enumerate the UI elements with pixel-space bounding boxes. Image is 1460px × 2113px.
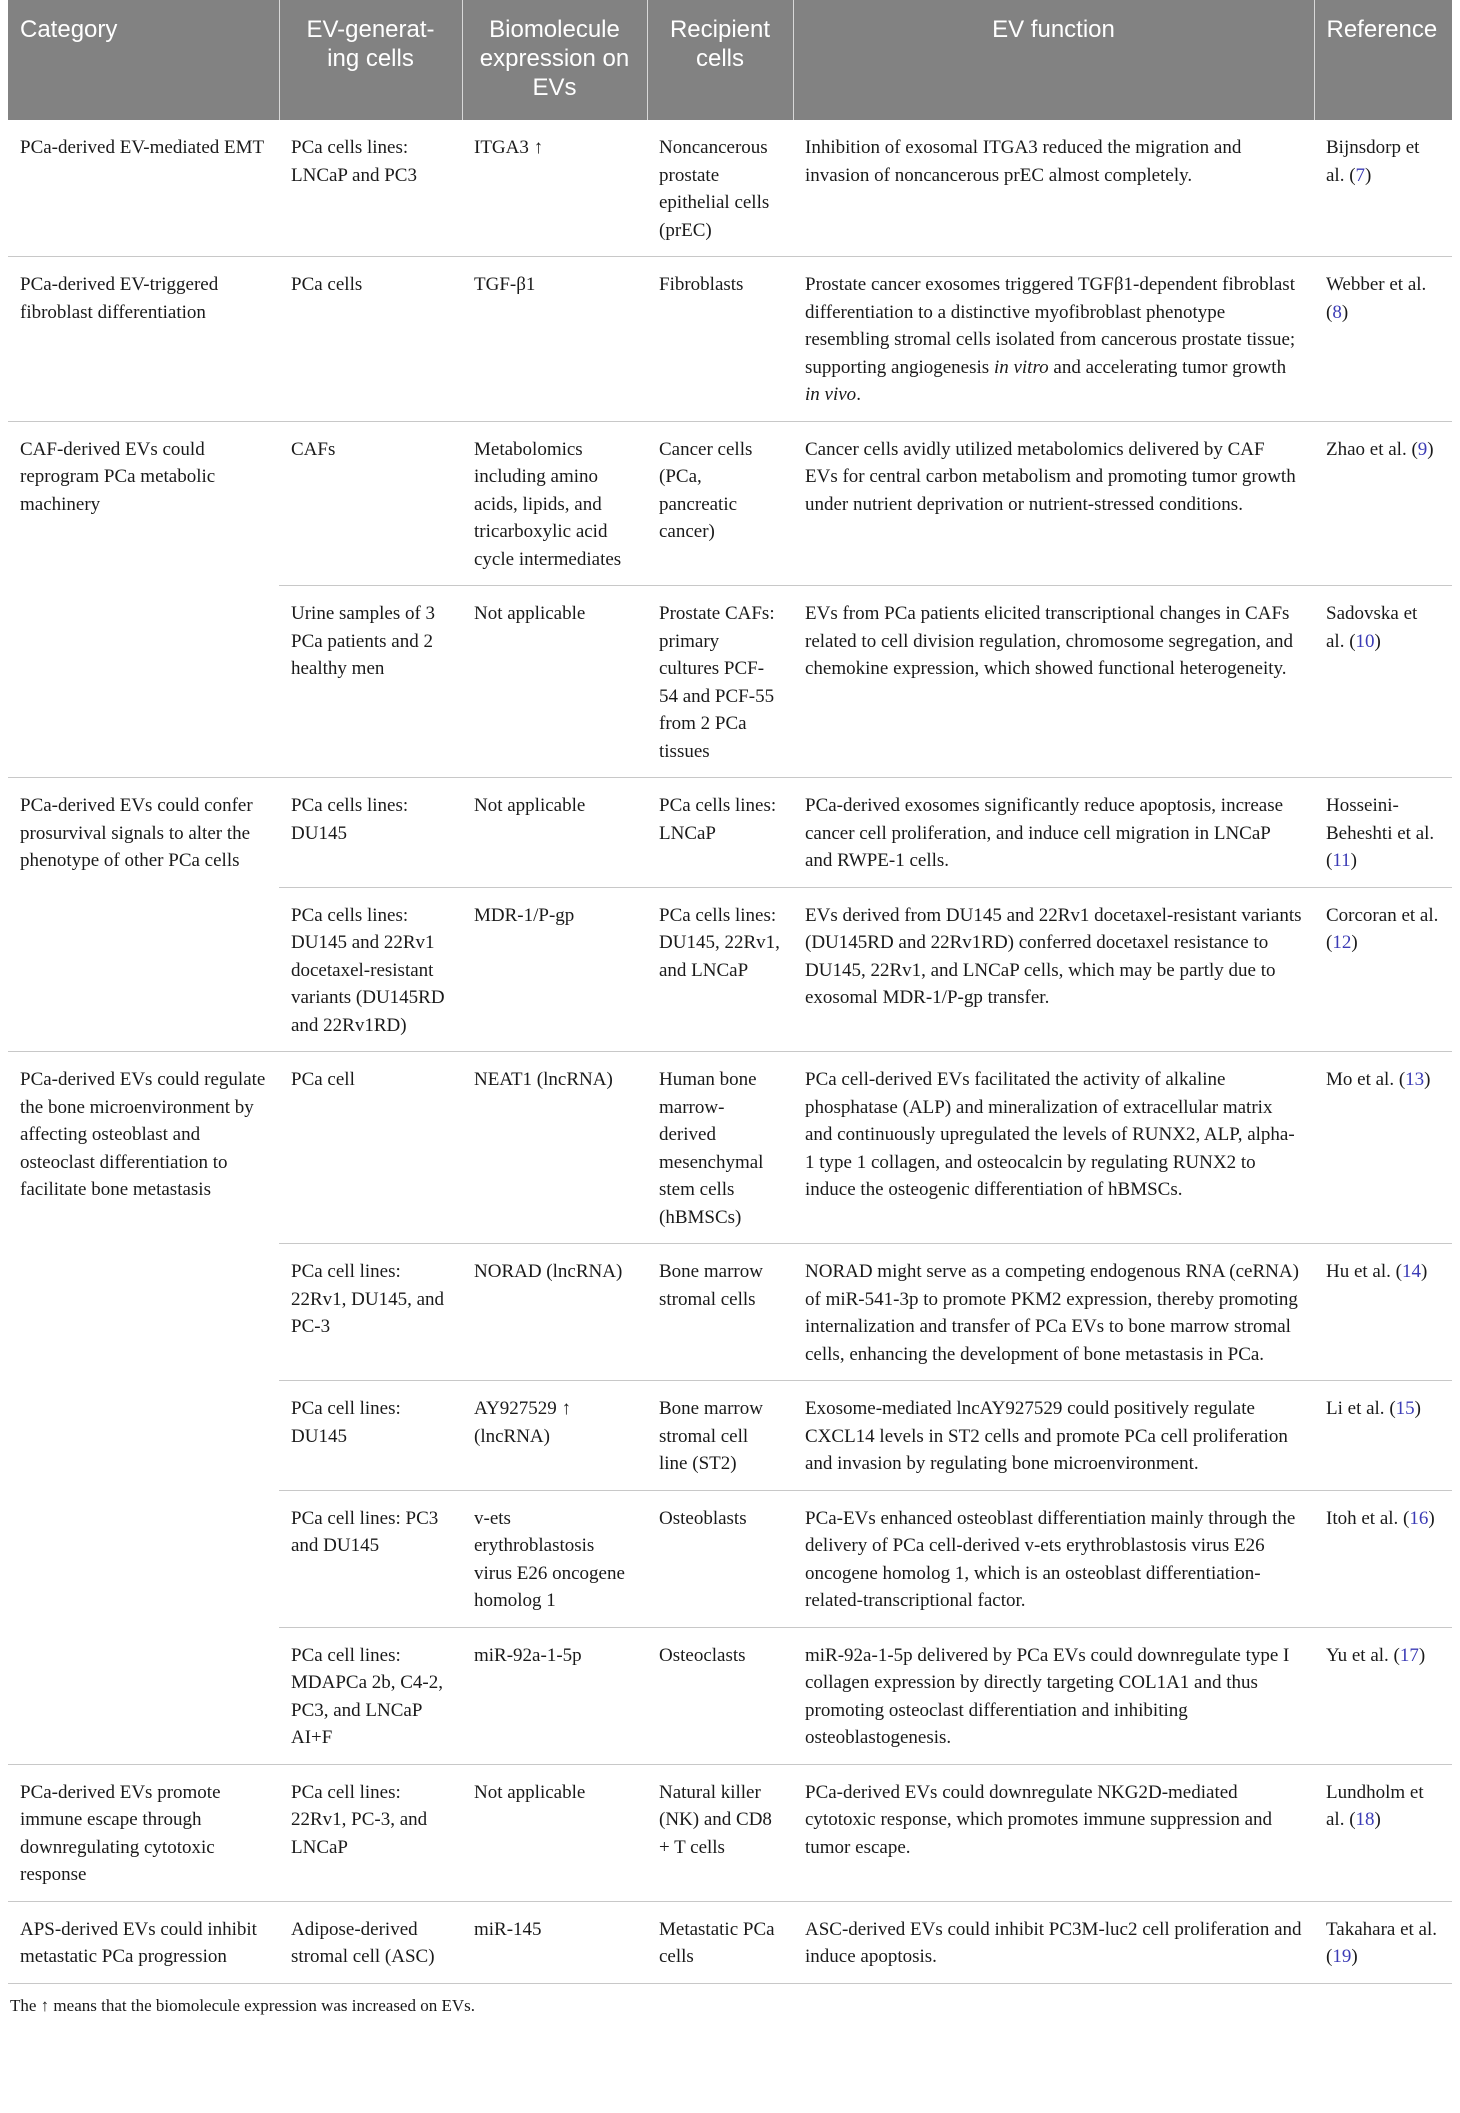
ev-generating-cells-cell: PCa cell [279,1052,462,1244]
reference-link[interactable]: 14 [1401,1261,1421,1282]
ev-function-cell: Exosome-mediated lncAY927529 could positively regulate CXCL14 levels in ST2 cells and promote PCa cell proliferation and invasion by regulating bone microenvironment. [793,1381,1314,1491]
category-cell: APS-derived EVs could inhibit metastatic PCa progression [8,1901,279,1983]
table-row [8,1764,1452,1901]
biomolecule-cell: miR-92a-1-5p [462,1627,647,1764]
ev-generating-cells-cell: PCa cell lines: 22Rv1, PC-3, and LNCaP [279,1764,462,1901]
recipient-cells-cell: Metastatic PCa cells [647,1901,793,1983]
ev-generating-cells-cell: PCa cell lines: DU145 [279,1381,462,1491]
reference-cell: Webber et al. (8) [1314,257,1452,422]
table-row [8,421,1452,586]
reference-link[interactable]: 9 [1417,438,1428,460]
category-cell: PCa-derived EV-mediated EMT [20,137,265,158]
biomolecule-cell: TGF-β1 [462,257,647,422]
reference-cell: Lundholm et al. (18) [1314,1764,1452,1901]
recipient-cells-cell: Natural killer (NK) and CD8 + T cells [647,1764,793,1901]
reference-author: Li et al. [1326,1398,1385,1419]
ev-generating-cells-cell: PCa cells [279,257,462,422]
biomolecule-cell: miR-145 [462,1901,647,1983]
ev-function-cell: Inhibition of exosomal ITGA3 reduced the migration and invasion of noncancerous prEC almost completely. [805,137,1242,186]
ev-generating-cells-cell: PCa cells lines: DU145 [279,778,462,888]
reference-author: Corcoran et al. [1326,904,1439,926]
table-footnote: The ↑ means that the biomolecule expression was increased on EVs. [10,1995,476,2015]
ev-generating-cells-cell: CAFs [279,421,462,586]
recipient-cells-cell: Osteoclasts [647,1627,793,1764]
reference-cell: Takahara et al. (19) [1314,1901,1452,1983]
ev-generating-cells-cell: PCa cell lines: PC3 and DU145 [279,1490,462,1627]
table-row [8,1901,1452,1983]
ev-table [8,0,1452,1984]
biomolecule-cell: NEAT1 (lncRNA) [462,1052,647,1244]
ev-generating-cells-cell: PCa cells lines: DU145 and 22Rv1 docetaxel-resistant variants (DU145RD and 22Rv1RD) [279,887,462,1052]
reference-cell: Bijnsdorp et al. (7) [1326,137,1420,186]
biomolecule-cell: v-ets erythroblastosis virus E26 oncogene homolog 1 [462,1490,647,1627]
reference-cell: Corcoran et al. (12) [1314,887,1452,1052]
italic-term: in vivo [805,384,857,405]
category-cell: PCa-derived EVs could regulate the bone microenvironment by affecting osteoblast and osteoclast differentiation to facilitate bone metastasis [8,1052,279,1765]
biomolecule-cell: Not applicable [462,1764,647,1901]
reference-author: Takahara et al. [1326,1918,1438,1940]
reference-author: Hosseini-Beheshti et al. [1326,795,1435,844]
ev-generating-cells-cell: Adipose-derived stromal cell (ASC) [279,1901,462,1983]
category-cell: CAF-derived EVs could reprogram PCa metabolic machinery [8,421,279,778]
table-row [8,120,1452,257]
recipient-cells-cell: Human bone marrow-derived mesenchymal stem cells (hBMSCs) [647,1052,793,1244]
reference-link[interactable]: 10 [1355,630,1375,652]
reference-link[interactable]: 13 [1405,1069,1425,1090]
reference-author: Lundholm et al. [1326,1781,1424,1830]
reference-author: Zhao et al. [1326,438,1407,460]
reference-link[interactable]: 19 [1332,1946,1352,1967]
reference-author: Webber et al. [1326,274,1427,295]
reference-author: Sadovska et al. [1326,603,1418,652]
biomolecule-cell: AY927529 ↑ (lncRNA) [462,1381,647,1491]
header-ev-generating-cells: EV-generat-ing cells [279,0,462,120]
category-cell: PCa-derived EVs promote immune escape through downregulating cytotoxic response [8,1764,279,1901]
table-row [8,257,1452,422]
reference-author: Hu et al. [1326,1261,1391,1282]
category-cell: PCa-derived EV-triggered fibroblast differentiation [8,257,279,422]
category-cell: PCa-derived EVs could confer prosurvival signals to alter the phenotype of other PCa cells [8,778,279,1052]
ev-function-cell: ASC-derived EVs could inhibit PC3M-luc2 cell proliferation and induce apoptosis. [793,1901,1314,1983]
reference-author: Bijnsdorp et al. [1326,137,1420,186]
reference-link[interactable]: 17 [1399,1644,1419,1666]
reference-cell: Itoh et al. (16) [1314,1490,1452,1627]
biomolecule-cell: Metabolomics including amino acids, lipids, and tricarboxylic acid cycle intermediates [462,421,647,586]
ev-function-cell: PCa-derived exosomes significantly reduce apoptosis, increase cancer cell proliferation, and induce cell migration in LNCaP and RWPE-1 cells. [793,778,1314,888]
biomolecule-cell: NORAD (lncRNA) [462,1244,647,1381]
reference-link[interactable]: 18 [1355,1809,1375,1830]
function-text: . [856,384,861,405]
recipient-cells-cell: Fibroblasts [647,257,793,422]
header-reference: Reference [1314,0,1452,120]
biomolecule-cell: MDR-1/P-gp [462,887,647,1052]
reference-cell: Hu et al. (14) [1314,1244,1452,1381]
ev-function-cell: Cancer cells avidly utilized metabolomics delivered by CAF EVs for central carbon metabolism and promoting tumor growth under nutrient deprivation or nutrient-stressed conditions. [793,421,1314,586]
reference-cell: Zhao et al. (9) [1314,421,1452,586]
reference-cell: Sadovska et al. (10) [1314,586,1452,778]
table-row [8,778,1452,888]
recipient-cells-cell: Noncancerous prostate epithelial cells (prEC) [659,137,770,241]
reference-cell: Yu et al. (17) [1314,1627,1452,1764]
recipient-cells-cell: PCa cells lines: DU145, 22Rv1, and LNCaP [647,887,793,1052]
header-biomolecule-expression: Biomolecule expression on EVs [462,0,647,120]
ev-function-cell: EVs from PCa patients elicited transcriptional changes in CAFs related to cell division regulation, chromosome segregation, and chemokine expression, which showed functional heterogeneity. [793,586,1314,778]
recipient-cells-cell: Cancer cells (PCa, pancreatic cancer) [647,421,793,586]
reference-author: Yu et al. [1326,1644,1389,1666]
recipient-cells-cell: Bone marrow stromal cells [647,1244,793,1381]
reference-cell: Mo et al. (13) [1314,1052,1452,1244]
ev-generating-cells-cell: PCa cell lines: 22Rv1, DU145, and PC-3 [279,1244,462,1381]
recipient-cells-cell: Prostate CAFs: primary cultures PCF-54 and PCF-55 from 2 PCa tissues [647,586,793,778]
ev-generating-cells-cell: PCa cell lines: MDAPCa 2b, C4-2, PC3, and LNCaP AI+F [279,1627,462,1764]
ev-function-cell: PCa cell-derived EVs facilitated the activity of alkaline phosphatase (ALP) and mineralization of extracellular matrix and continuously upregulated the levels of RUNX2, ALP, alpha-1 type 1 collagen, and osteocalcin by regulating RUNX2 to induce the osteogenic differentiation of hBMSCs. [793,1052,1314,1244]
biomolecule-cell: Not applicable [462,778,647,888]
reference-cell: Li et al. (15) [1314,1381,1452,1491]
header-recipient-cells: Recipient cells [647,0,793,120]
reference-author: Mo et al. [1326,1069,1395,1090]
reference-link[interactable]: 11 [1332,850,1351,871]
ev-generating-cells-cell: PCa cells lines: LNCaP and PC3 [291,137,417,186]
italic-term: in vitro [993,356,1049,378]
reference-link[interactable]: 16 [1409,1507,1429,1529]
function-text: and accelerating tumor growth [1048,356,1287,378]
recipient-cells-cell: PCa cells lines: LNCaP [647,778,793,888]
ev-function-cell: NORAD might serve as a competing endogenous RNA (ceRNA) of miR-541-3p to promote PKM2 expression, thereby promoting internalization and transfer of PCa EVs to bone marrow stromal cells, enhancing the development of bone metastasis in PCa. [793,1244,1314,1381]
function-text: Prostate cancer exosomes triggered TGFβ1-dependent fibroblast differentiation to a distinctive myofibroblast phenotype resembling stromal cells isolated from cancerous prostate tissue; supporting angiogenesis [805,274,1296,378]
ev-function-cell: PCa-EVs enhanced osteoblast differentiation mainly through the delivery of PCa cell-derived v-ets erythroblastosis virus E26 oncogene homolog 1, which is an osteoblast differentiation-related-transcriptional factor. [793,1490,1314,1627]
reference-cell: Hosseini-Beheshti et al. (11) [1314,778,1452,888]
ev-function-cell: PCa-derived EVs could downregulate NKG2D-mediated cytotoxic response, which promotes immune suppression and tumor escape. [793,1764,1314,1901]
recipient-cells-cell: Bone marrow stromal cell line (ST2) [647,1381,793,1491]
biomolecule-cell: Not applicable [462,586,647,778]
recipient-cells-cell: Osteoblasts [647,1490,793,1627]
table-figure [8,0,1452,2016]
reference-link[interactable]: 15 [1395,1398,1415,1419]
reference-link[interactable]: 8 [1332,301,1342,323]
ev-function-cell: miR-92a-1-5p delivered by PCa EVs could downregulate type I collagen expression by directly targeting COL1A1 and thus promoting osteoclast differentiation and inhibiting osteoblastogenesis. [793,1627,1314,1764]
header-category: Category [8,0,279,120]
header-row [8,0,1452,120]
table-row [8,1052,1452,1244]
ev-function-cell: EVs derived from DU145 and 22Rv1 docetaxel-resistant variants (DU145RD and 22Rv1RD) conferred docetaxel resistance to DU145, 22Rv1, and LNCaP cells, which may be partly due to exosomal MDR-1/P-gp transfer. [793,887,1314,1052]
ev-function-cell [793,257,1314,422]
ev-generating-cells-cell: Urine samples of 3 PCa patients and 2 healthy men [279,586,462,778]
biomolecule-cell: ITGA3 ↑ [474,137,544,158]
reference-link[interactable]: 12 [1332,932,1352,953]
table-body [8,120,1452,1983]
header-ev-function: EV function [793,0,1314,120]
reference-link[interactable]: 7 [1355,164,1366,186]
reference-author: Itoh et al. [1326,1507,1399,1529]
